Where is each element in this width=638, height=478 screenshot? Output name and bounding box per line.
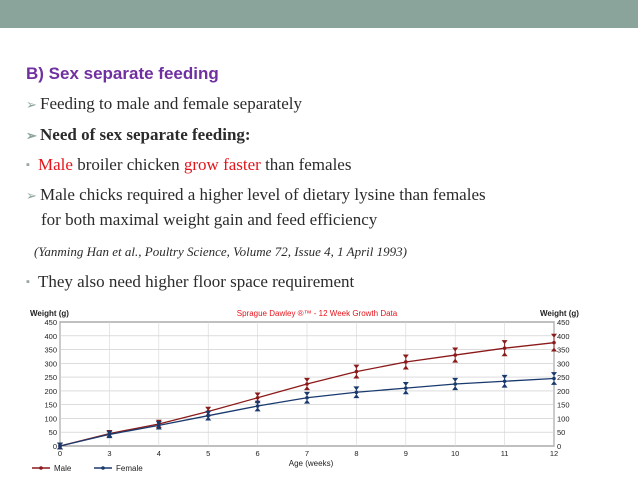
bullet-text-3a: broiler chicken — [72, 155, 184, 174]
y-tick-label-left: 100 — [44, 414, 57, 424]
y-tick-label-right: 200 — [557, 386, 570, 396]
square-bullet-icon: ▪ — [26, 159, 30, 171]
male-data-point — [503, 346, 507, 350]
y-tick-label-right: 300 — [557, 359, 570, 369]
x-tick-label: 0 — [57, 449, 63, 458]
bullet-text-1: Feeding to male and female separately — [40, 94, 302, 113]
y-tick-label-right: 400 — [557, 331, 570, 341]
x-tick-label: 9 — [403, 449, 408, 458]
bullet-line-4-cont: for both maximal weight gain and feed efficiency — [41, 210, 378, 229]
growth-chart — [26, 306, 606, 478]
female-data-point — [108, 433, 112, 437]
y-tick-label-right: 450 — [557, 318, 570, 327]
top-banner — [0, 0, 638, 28]
female-data-point — [206, 414, 210, 418]
female-data-point — [256, 404, 260, 408]
bullet-line-2 — [26, 125, 251, 145]
female-data-point — [305, 396, 309, 400]
y-tick-label-left: 50 — [48, 428, 57, 438]
bullet-text-3b: than females — [260, 155, 352, 174]
x-tick-label: 5 — [206, 449, 211, 458]
y-tick-label-right: 0 — [557, 442, 562, 451]
highlight-grow-faster: grow faster — [183, 155, 261, 174]
bullet-line-5 — [26, 272, 354, 292]
x-tick-label: 3 — [107, 449, 112, 458]
square-bullet-icon: ▪ — [26, 276, 30, 288]
x-tick-label: 12 — [549, 449, 559, 458]
bullet-text-5: They also need higher floor space requirement — [38, 272, 355, 291]
bullet-text-4a: Male chicks required a higher level of dietary lysine than females — [40, 185, 486, 204]
male-data-point — [404, 360, 408, 364]
slide-heading: B) Sex separate feeding — [26, 64, 219, 83]
y-tick-label-right: 100 — [557, 414, 570, 424]
y-tick-label-left: 250 — [44, 373, 57, 383]
male-data-point — [453, 353, 457, 357]
highlight-male: Male — [38, 155, 73, 174]
male-data-point — [305, 382, 309, 386]
x-tick-label: 11 — [500, 449, 509, 458]
female-legend-label: Female — [116, 464, 143, 473]
x-tick-label: 7 — [304, 449, 310, 458]
y-tick-label-right: 150 — [557, 400, 570, 410]
y-axis-label-right: Weight (g) — [540, 309, 579, 318]
bullet-line-1 — [26, 94, 302, 114]
y-tick-label-left: 0 — [52, 442, 57, 451]
female-data-point — [355, 390, 359, 394]
y-tick-label-left: 200 — [44, 386, 57, 396]
male-data-point — [355, 370, 359, 374]
y-tick-label-right: 350 — [557, 345, 570, 355]
female-data-point — [453, 382, 457, 386]
female-data-point — [503, 379, 507, 383]
bullet-text-2: Need of sex separate feeding: — [40, 125, 251, 144]
arrow-bullet-icon: ➢ — [26, 97, 37, 112]
x-tick-label: 4 — [156, 449, 161, 458]
female-data-point — [58, 444, 62, 448]
female-data-point — [404, 386, 408, 390]
x-tick-label: 8 — [354, 449, 359, 458]
x-tick-label: 10 — [451, 449, 460, 458]
arrow-bullet-icon: ➢ — [26, 188, 37, 203]
y-tick-label-left: 350 — [44, 345, 57, 355]
female-data-point — [552, 377, 556, 381]
y-tick-label-right: 250 — [557, 373, 570, 383]
female-data-point — [157, 424, 161, 428]
x-axis-label: Age (weeks) — [288, 459, 334, 468]
female-legend-marker — [101, 466, 105, 470]
y-tick-label-left: 300 — [44, 359, 57, 369]
male-data-point — [256, 396, 260, 400]
bullet-line-3 — [26, 155, 351, 175]
arrow-bullet-icon: ➢ — [26, 128, 37, 143]
male-data-point — [552, 341, 556, 345]
male-legend-marker — [39, 466, 43, 470]
y-tick-label-right: 50 — [557, 428, 566, 438]
y-tick-label-left: 400 — [44, 331, 57, 341]
chart-title: Sprague Dawley ®™ - 12 Week Growth Data — [236, 309, 398, 318]
growth-chart-svg — [26, 306, 606, 478]
bullet-line-4 — [26, 185, 486, 205]
male-legend-label: Male — [54, 464, 72, 473]
y-tick-label-left: 450 — [44, 318, 57, 327]
y-axis-label-left: Weight (g) — [30, 309, 69, 318]
y-tick-label-left: 150 — [44, 400, 57, 410]
citation: (Yanming Han et al., Poultry Science, Volume 72, Issue 4, 1 April 1993) — [34, 244, 407, 259]
x-tick-label: 6 — [255, 449, 260, 458]
